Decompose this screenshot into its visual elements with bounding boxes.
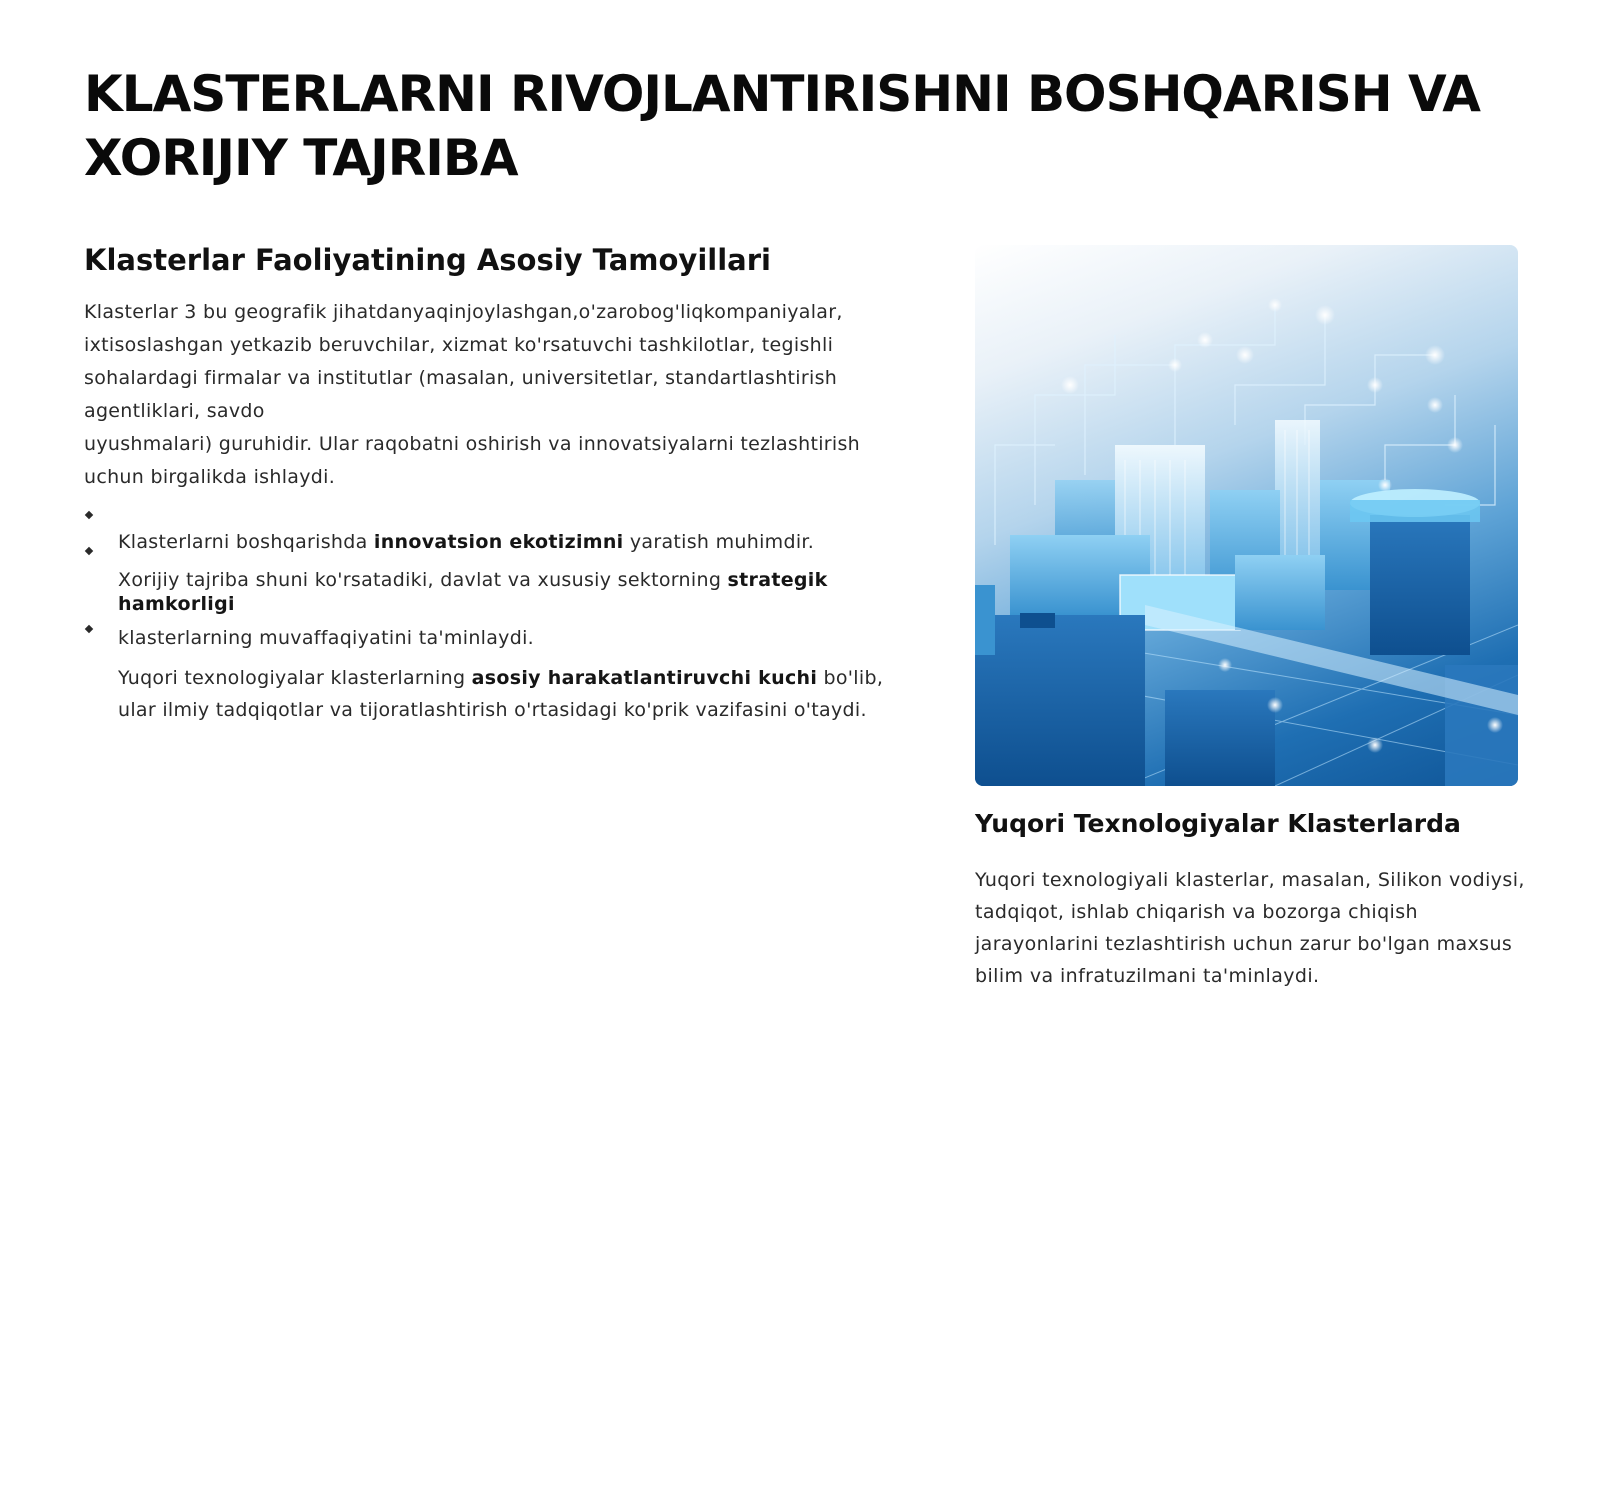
bullet-emphasis: asosiy harakatlantiruvchi kuchi: [471, 667, 818, 689]
bullet-text: klasterlarning muvaffaqiyatini ta'minlaydi.: [118, 627, 535, 649]
bullet-text: bo'lib, ular ilmiy tadqiqotlar va tijoratlashtirish o'rtasidagi ko'prik vazifasini o'taydi.: [118, 667, 884, 721]
bullet-marker: [85, 547, 93, 555]
bullet-list: [84, 496, 924, 726]
bullet-item: [118, 662, 924, 726]
page-title: KLASTERLARNI RIVOJLANTIRISHNI BOSHQARISH VA XORIJIY TAJRIBA: [84, 65, 1480, 187]
city-illustration: [975, 245, 1518, 786]
intro-line: agentliklari, savdo: [84, 400, 265, 422]
bullet-text: Yuqori texnologiyalar klasterlarning: [118, 667, 472, 689]
bullet-emphasis: strategik hamkorligi: [118, 569, 828, 615]
bullet-text-block: [118, 568, 924, 616]
bullet-emphasis: innovatsion ekotizimni: [373, 531, 624, 553]
bullet-text: Xorijiy tajriba shuni ko'rsatadiki, davlat va xususiy sektorning: [118, 569, 728, 591]
bullet-marker: [85, 625, 93, 633]
bullet-text: yaratish muhimdir.: [623, 531, 815, 553]
intro-line: ixtisoslashgan yetkazib beruvchilar, xizmat ko'rsatuvchi tashkilotlar, tegishli: [84, 334, 834, 356]
intro-line: Klasterlar 3 bu geografik jihatdanyaqinjoylashgan,o'zarobog'liqkompaniyalar,: [84, 301, 843, 323]
intro-line: sohalardagi firmalar va institutlar (masalan, universitetlar, standartlashtirish: [84, 367, 838, 389]
left-column: [84, 240, 924, 726]
bullet-marker: [85, 511, 93, 519]
right-heading: Yuqori Texnologiyalar Klasterlarda: [975, 809, 1461, 838]
right-paragraph: Yuqori texnologiyali klasterlar, masalan, Silikon vodiysi, tadqiqot, ishlab chiqarish va bozorga chiqish jarayonlarini tezlashtirish uchun zarur bo'lgan maxsus bilim va infratuzilmani ta'minlaydi.: [975, 869, 1525, 987]
bullet-item: [118, 496, 924, 558]
section-heading: Klasterlar Faoliyatining Asosiy Tamoyillari: [84, 243, 771, 277]
intro-paragraph: [84, 296, 924, 494]
bullet-item: [118, 568, 924, 654]
bullet-text: Klasterlarni boshqarishda: [118, 531, 374, 553]
intro-line: uchun birgalikda ishlaydi.: [84, 466, 336, 488]
intro-line: uyushmalari) guruhidir. Ular raqobatni oshirish va innovatsiyalarni tezlashtirish: [84, 433, 861, 455]
city-illustration-art: [975, 245, 1518, 786]
